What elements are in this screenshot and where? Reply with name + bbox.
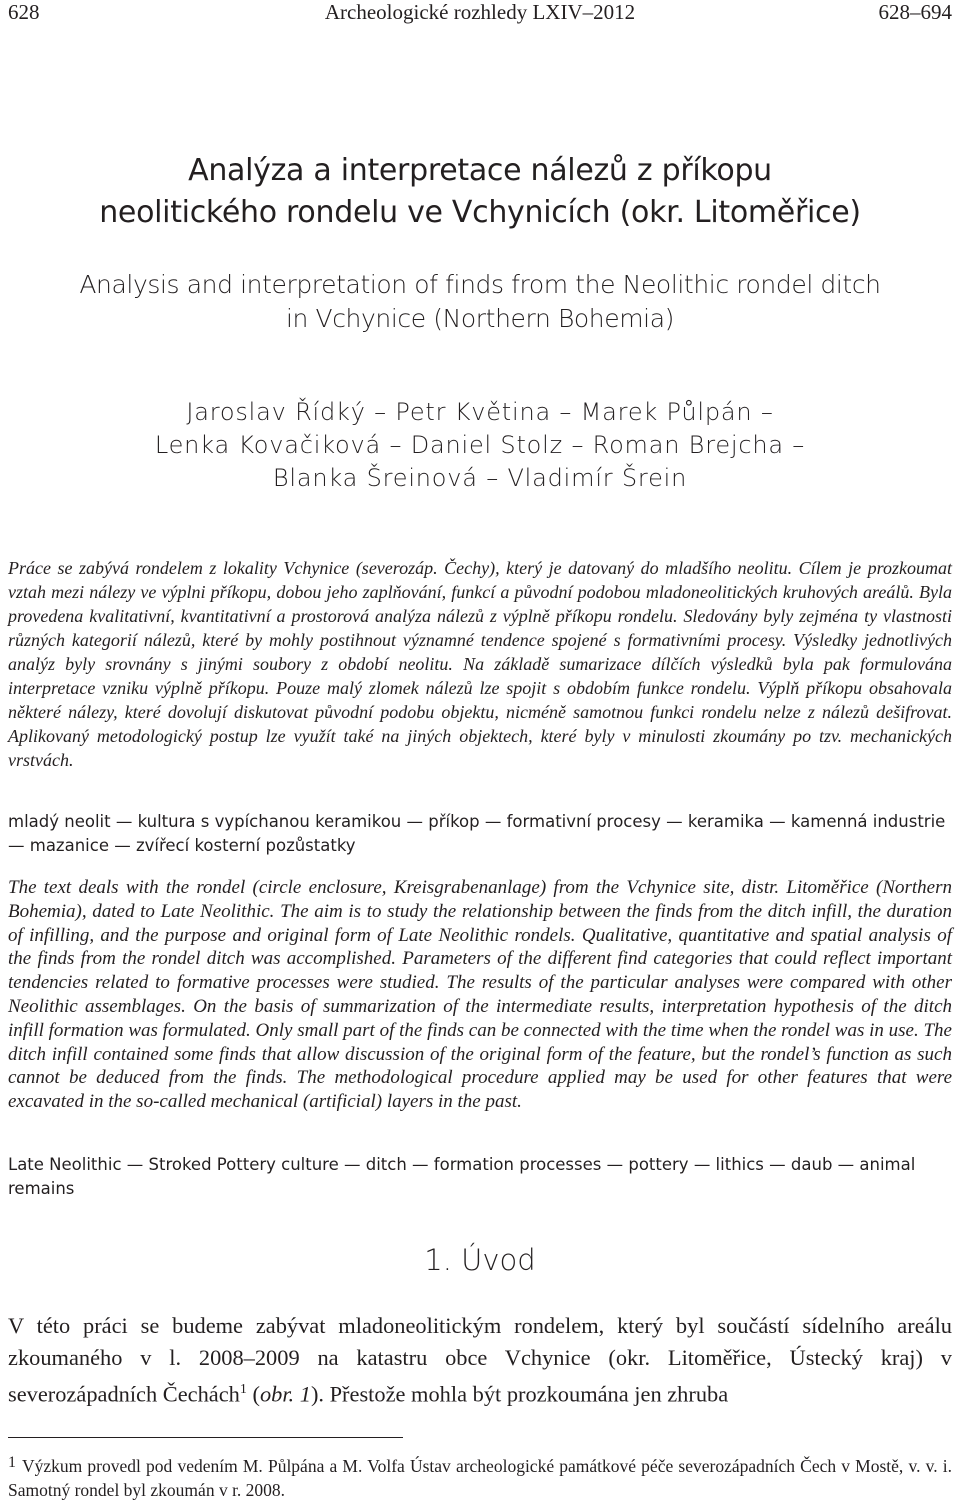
keywords-czech: mladý neolit — kultura s vypíchanou keramikou — příkop — formativní procesy — keramika — kamenná industrie — mazanice — zvířecí kosterní pozůstatky — [8, 812, 946, 855]
body-text-paren: ( — [246, 1381, 260, 1407]
running-head — [8, 0, 952, 30]
title-english-line-1: Analysis and interpretation of finds from the Neolithic rondel ditch — [79, 270, 881, 299]
figure-reference[interactable]: obr. 1 — [259, 1381, 311, 1407]
title-czech-line-2: neolitického rondelu ve Vchynicích (okr. Litoměřice) — [99, 195, 861, 230]
author-list — [0, 396, 960, 495]
authors-line-1: Jaroslav Řídký – Petr Květina – Marek Půlpán – — [186, 398, 774, 426]
journal-title: Archeologické rozhledy LXIV–2012 — [324, 0, 636, 24]
section-heading: 1. Úvod — [424, 1243, 536, 1277]
abstract-czech: Práce se zabývá rondelem z lokality Vchynice (severozáp. Čechy), který je datovaný do mladšího neolitu. Cílem je prozkoumat vztah mezi nálezy ve výplni příkopu, dobou jeho zaplňování, funkcí a původní podobou mladoneolitických kruhových areálů. Byla provedena kvalitativní, kvantitativní a prostorová analýza nálezů z výplně příkopu rondelu. Sledovány byly zejména ty vlastnosti různých kategorií nálezů, které by mohly postihnout významné tendence spojené s formativními procesy. Výsledky jednotlivých analýz byly srovnány s jinými soubory z období neolitu. Na základě sumarizace dílčích výsledků byla pak formulována interpretace vzniku výplně příkopu. Pouze malý zlomek nálezů lze spojit s obdobím funkce rondelu. Výplň příkopu obsahovala některé nálezy, které dovolují diskutovat původní podobu objektu, nicméně samotnou funkci rondelu nelze z nálezů dešifrovat. Aplikovaný metodologický postup lze využít také na jiných objektech, které byly v minulosti zkoumány po tzv. mechanických vrstvách. — [8, 558, 952, 770]
footnote-mark: 1 — [8, 1454, 16, 1471]
abstract-english: The text deals with the rondel (circle enclosure, Kreisgrabenanlage) from the Vchynice site, distr. Litoměřice (Northern Bohemia), dated to Late Neolithic. The aim is to study the relationship between the finds from the ditch infill, the duration of infilling, and the purpose and original form of Late Neolithic rondels. Qualitative, quantitative and spatial analysis of the finds from the rondel ditch was accomplished. Parameters of the different find categories that could reflect important tendencies related to formative processes were studied. The results of the particular analyses were compared with other Neolithic assemblages. On the basis of summarization of the intermediate results, interpretation hypothesis of the ditch infill formation was formulated. Only small part of the finds can be connected with the time when the rondel was in use. The ditch infill contained some finds that allow discussion of the original form of the feature, but the rondel’s function as such cannot be deduced from the finds. The methodological procedure applied may be used for other features that were excavated in the so-called mechanical (artificial) layers in the past. — [8, 877, 952, 1113]
body-paragraph — [8, 1310, 952, 1410]
article-title-english — [0, 268, 960, 336]
body-text-part-2: ). Přestože mohla být prozkoumána jen zhruba — [310, 1381, 729, 1407]
footnote-divider — [8, 1437, 403, 1438]
page-range: 628–694 — [878, 0, 952, 24]
footnote — [8, 1451, 952, 1502]
article-title-czech — [0, 150, 960, 234]
footnote-text: Výzkum provedl pod vedením M. Půlpána a M. Volfa Ústav archeologické památkové péče severozápadních Čech v Mostě, v. v. i. Samotný rondel byl zkoumán v r. 2008. — [8, 1456, 952, 1500]
body-text-part-1: V této práci se budeme zabývat mladoneolitickým rondelem, který byl součástí sídelního areálu zkoumaného v l. 2008–2009 na katastru obce Vchynice (okr. Litoměřice, Ústecký kraj) v severozápadních Čechách — [8, 1313, 952, 1407]
page-number: 628 — [8, 0, 40, 24]
footnote-reference[interactable]: 1 — [239, 1382, 247, 1397]
title-english-line-2: in Vchynice (Northern Bohemia) — [285, 304, 675, 333]
authors-line-3: Blanka Šreinová – Vladimír Šrein — [272, 464, 688, 492]
title-czech-line-1: Analýza a interpretace nálezů z příkopu — [188, 153, 772, 188]
keywords-english: Late Neolithic — Stroked Pottery culture — ditch — formation processes — pottery — lithics — daub — animal remains — [8, 1155, 916, 1198]
authors-line-2: Lenka Kovačiková – Daniel Stolz – Roman Brejcha – — [154, 431, 806, 459]
